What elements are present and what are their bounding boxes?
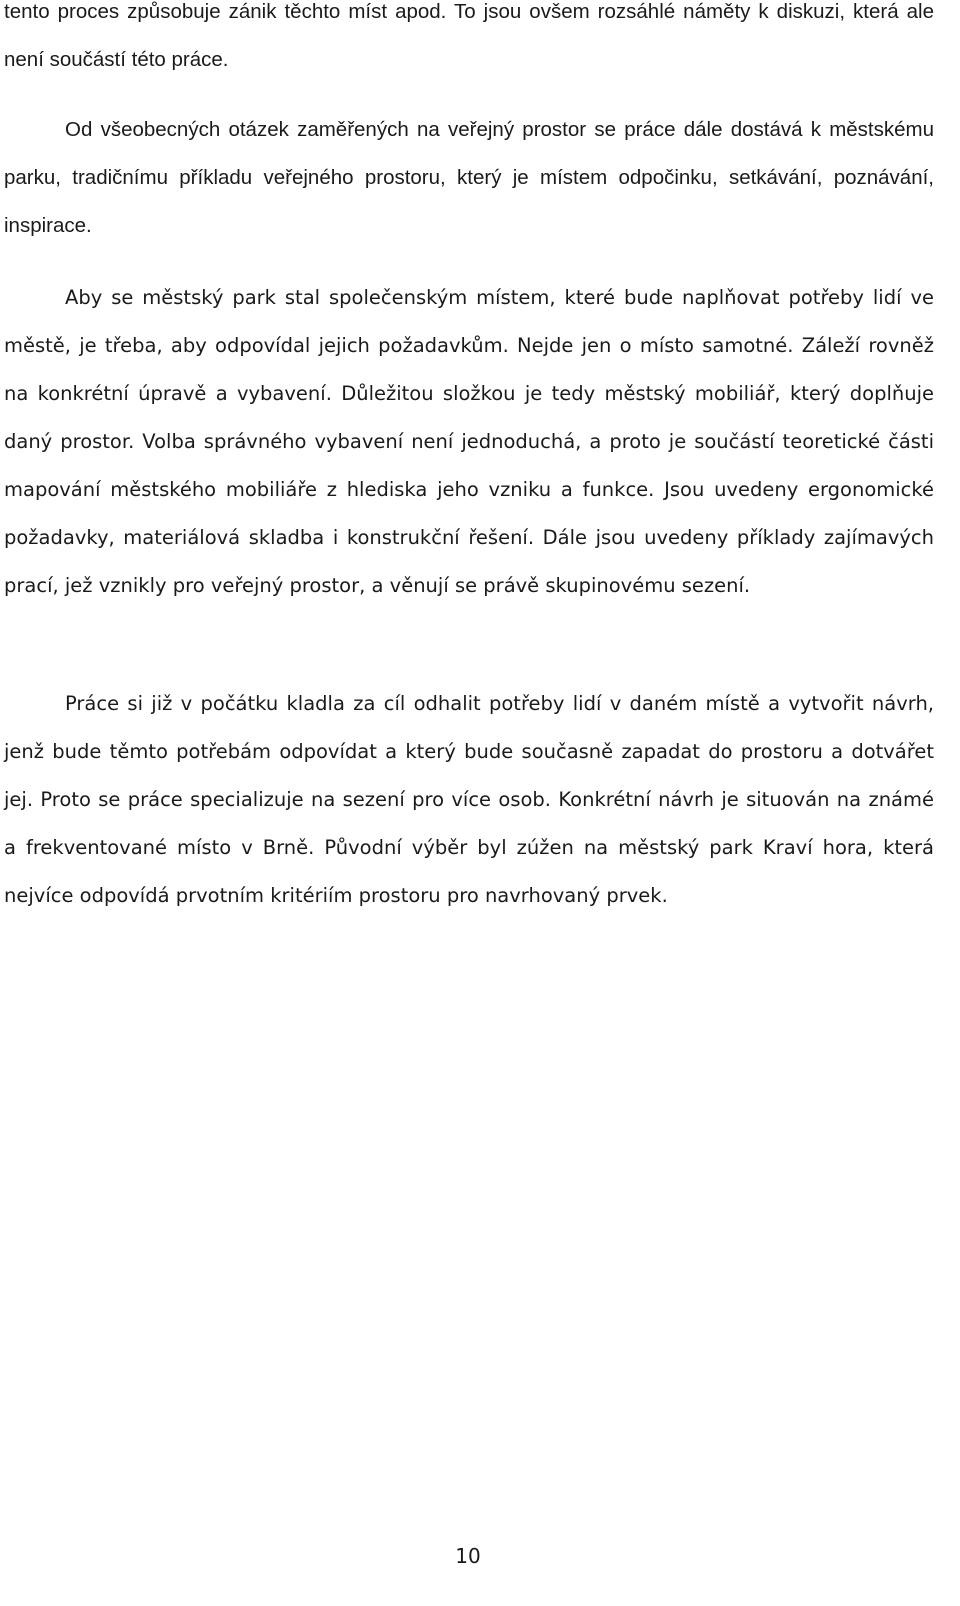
page-number: 10 (455, 1544, 481, 1568)
paragraph-continuation: tento proces způsobuje zánik těchto míst apod. To jsou ovšem rozsáhlé náměty k diskuzi, která ale není součástí této práce. (4, 0, 934, 71)
paragraph-city-park: Od všeobecných otázek zaměřených na veřejný prostor se práce dále dostává k městskému parku, tradičnímu příkladu veřejného prostoru, který je místem odpočinku, setkávání, poznávání, inspirace. (4, 118, 934, 237)
paragraph-urban-furniture: Aby se městský park stal společenským místem, které bude naplňovat potřeby lidí ve městě, je třeba, aby odpovídal jejich požadavkům. Nejde jen o místo samotné. Záleží rovněž na konkrétní úpravě a vybavení. Důležitou složkou je tedy městský mobiliář, který doplňuje daný prostor. Volba správného vybavení není jednoduchá, a proto je součástí teoretické části mapování městského mobiliáře z hlediska jeho vzniku a funkce. Jsou uvedeny ergonomické požadavky, materiálová skladba i konstrukční řešení. Dále jsou uvedeny příklady zajímavých prací, jež vznikly pro veřejný prostor, a věnují se právě skupinovému sezení. (4, 286, 934, 597)
paragraph-design-goal: Práce si již v počátku kladla za cíl odhalit potřeby lidí v daném místě a vytvořit návrh, jenž bude těmto potřebám odpovídat a který bude současně zapadat do prostoru a dotvářet jej. Proto se práce specializuje na sezení pro více osob. Konkrétní návrh je situován na známé a frekventované místo v Brně. Původní výběr byl zúžen na městský park Kraví hora, která nejvíce odpovídá prvotním kritériím prostoru pro navrhovaný prvek. (4, 692, 934, 907)
